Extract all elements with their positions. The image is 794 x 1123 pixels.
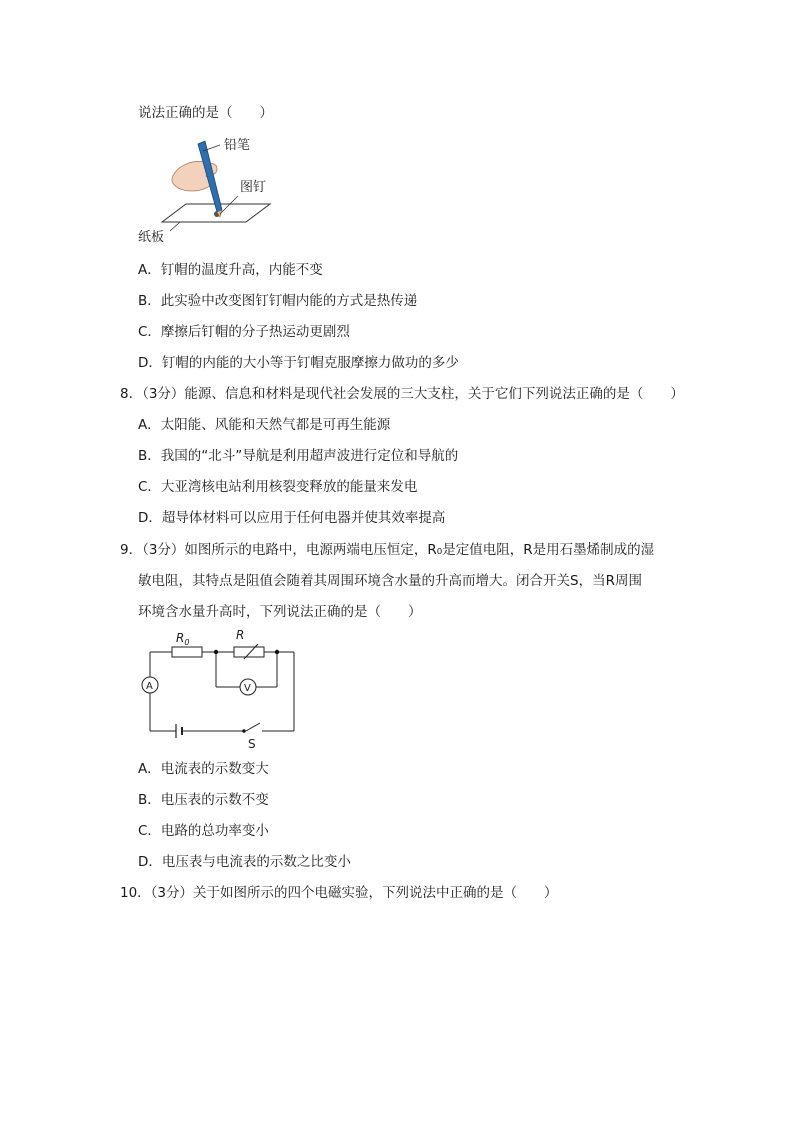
label-switch: S: [248, 737, 256, 751]
resistor-r: [234, 647, 264, 657]
q8-option-d: D．超导体材料可以应用于任何电器并使其效率提高: [138, 510, 446, 526]
q9-stem-line-2: 敏电阻，其特点是阻值会随着其周围环境含水量的升高而增大。闭合开关S，当R周围: [138, 573, 642, 589]
q9-option-b: B．电压表的示数不变: [138, 792, 269, 808]
label-pencil: 铅笔: [224, 138, 251, 153]
label-voltmeter: V: [244, 683, 251, 694]
label-pin: 图钉: [240, 180, 267, 195]
battery: [176, 724, 182, 738]
q8-stem: 8．（3分）能源、信息和材料是现代社会发展的三大支柱，关于它们下列说法正确的是（ ）: [120, 386, 684, 402]
label-board: 纸板: [138, 230, 165, 245]
q9-option-d: D．电压表与电流表的示数之比变小: [138, 854, 351, 870]
q7-stem-tail: 说法正确的是（ ）: [138, 105, 273, 121]
svg-text:R0: [176, 631, 189, 647]
resistor-r0: [172, 647, 202, 657]
q9-option-a: A．电流表的示数变大: [138, 761, 269, 777]
q8-option-b: B．我国的“北斗”导航是利用超声波进行定位和导航的: [138, 448, 459, 464]
label-r: R: [236, 628, 245, 642]
label-ammeter: A: [146, 681, 153, 692]
q7-option-a: A．钉帽的温度升高，内能不变: [138, 262, 323, 278]
q7-figure: [138, 136, 290, 245]
q10-stem: 10．（3分）关于如图所示的四个电磁实验，下列说法中正确的是（ ）: [120, 885, 558, 901]
q7-option-d: D．钉帽的内能的大小等于钉帽克服摩擦力做功的多少: [138, 355, 459, 371]
q8-option-a: A．太阳能、风能和天然气都是可再生能源: [138, 417, 391, 433]
q9-stem-line-3: 环境含水量升高时，下列说法正确的是（ ）: [138, 604, 422, 620]
q7-option-b: B．此实验中改变图钉钉帽内能的方式是热传递: [138, 293, 418, 309]
q9-circuit-diagram: [136, 626, 306, 752]
q9-stem-line-1: 9．（3分）如图所示的电路中，电源两端电压恒定，R₀是定值电阻，R是用石墨烯制成的湿: [120, 542, 655, 558]
q9-option-c: C．电路的总功率变小: [138, 823, 269, 839]
q8-option-c: C．大亚湾核电站利用核裂变释放的能量来发电: [138, 479, 418, 495]
label-r0-sub: 0: [184, 638, 190, 647]
label-r0: R: [176, 631, 185, 645]
q7-option-c: C．摩擦后钉帽的分子热运动更剧烈: [138, 324, 350, 340]
